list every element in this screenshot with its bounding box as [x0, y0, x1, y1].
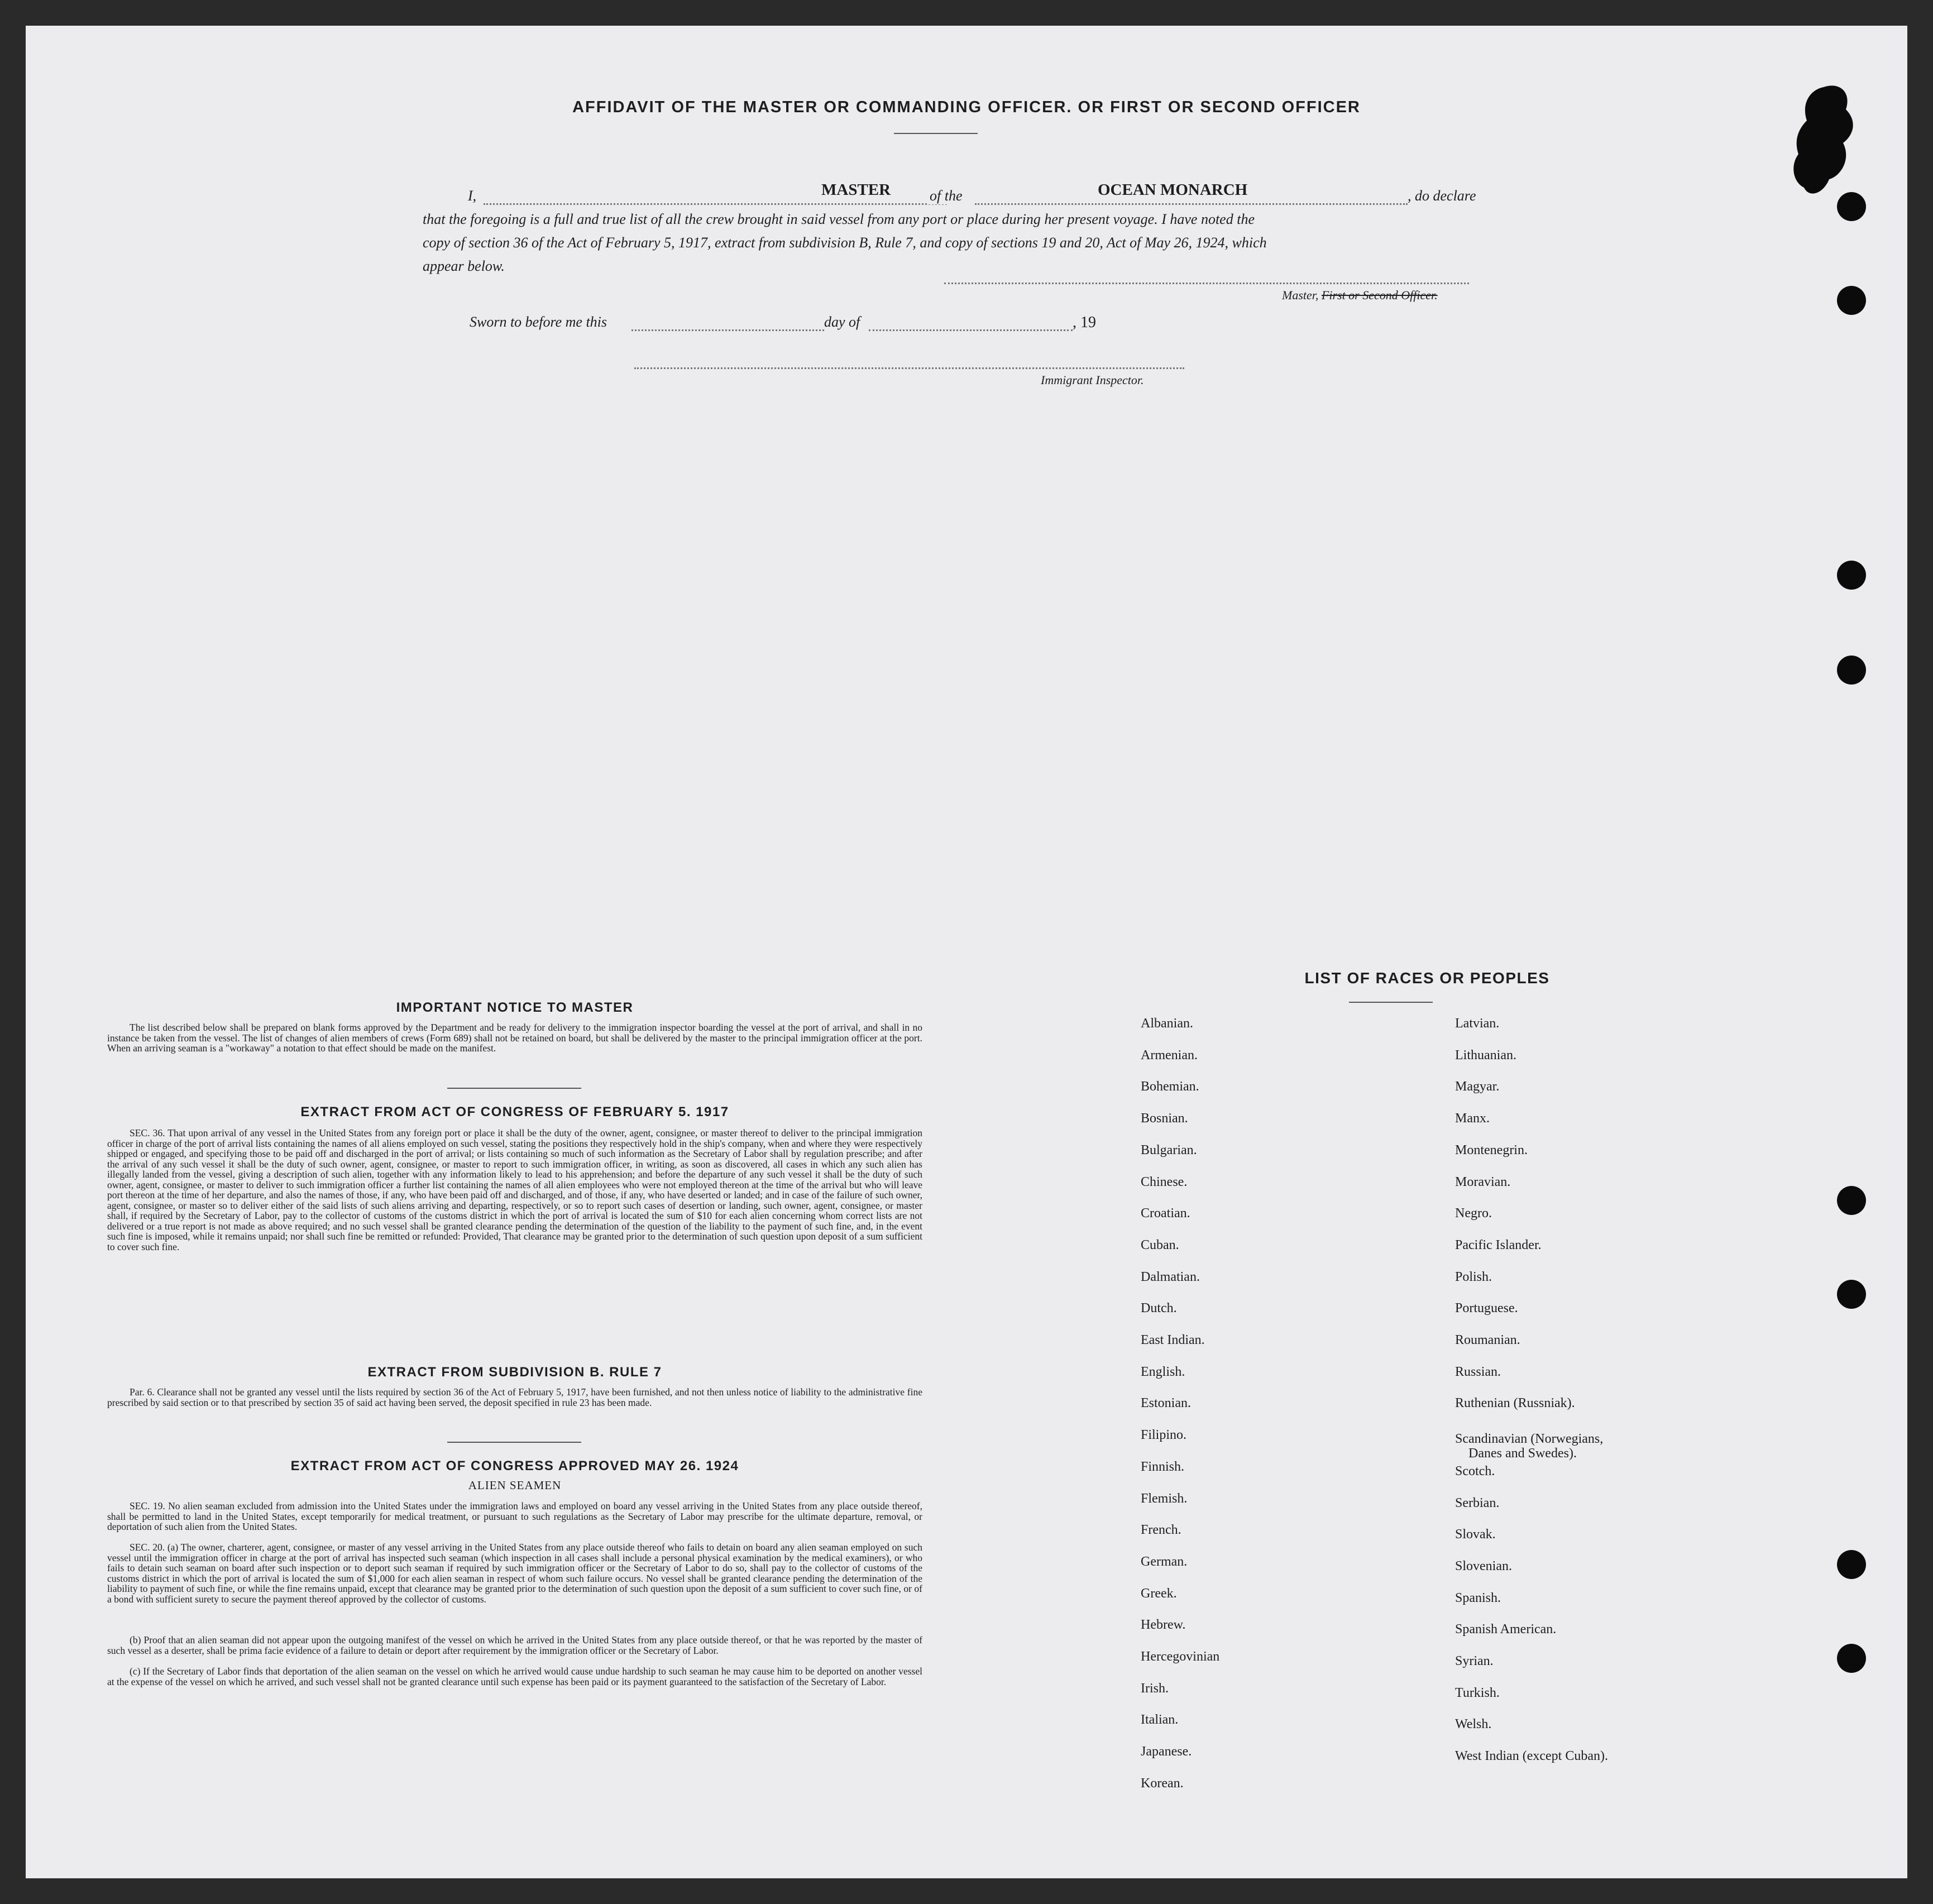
- race-item: Slovak.: [1455, 1527, 1496, 1542]
- punch-hole: [1837, 1644, 1866, 1673]
- punch-hole: [1837, 1550, 1866, 1579]
- race-item: Montenegrin.: [1455, 1142, 1528, 1157]
- extract-1924-sec20a: SEC. 20. (a) The owner, charterer, agent, consignee, or master of any vessel arriving in the United States from any place outside thereof who fails to detain on board any alien seaman employed on such vessel until the immigration officer in charge at the port of arrival has inspected such seaman (which inspection in all cases shall include a personal physical examination by the medical examiners), or who fails to detain such seaman on board after such inspection or to deport such seaman if required by such immigration officer or the Secretary of Labor to do so, shall pay to the collector of customs of the customs district in which the port of arrival is located the sum of $1,000 for each alien seaman in respect of whom such failure occurs. No vessel shall be granted clearance pending the determination of the liability to payment of such fine, or while the fine remains unpaid, except that clearance may be granted prior to the determination of such question upon the deposit of a sum sufficient to cover such fine, or of a bond with sufficient surety to secure the payment thereof approved by the collector of customs.: [107, 1542, 922, 1605]
- race-item: Magyar.: [1455, 1079, 1500, 1094]
- signature-master-label: Master,: [1282, 288, 1319, 302]
- race-item: Manx.: [1455, 1111, 1490, 1126]
- race-item: Albanian.: [1141, 1016, 1193, 1031]
- sworn-date-line: [631, 329, 824, 331]
- race-item: Bohemian.: [1141, 1079, 1199, 1094]
- race-item: Irish.: [1141, 1681, 1169, 1696]
- extract-1917-title: EXTRACT FROM ACT OF CONGRESS OF FEBRUARY 5. 1917: [300, 1104, 729, 1120]
- punch-hole: [1837, 1280, 1866, 1309]
- race-item: Scotch.: [1455, 1463, 1495, 1479]
- vessel-field-value: OCEAN MONARCH: [1098, 181, 1248, 199]
- extract-1917-body: SEC. 36. That upon arrival of any vessel in the United States from any foreign port or place it shall be the duty of the owner, agent, consignee, or master thereof to deliver to the principal immigration officer in charge of the port of arrival lists containing the names of all aliens employed on such vessel, stating the positions they respectively hold in the ship's company, when and where they were respectively shipped or engaged, and specifying those to be paid off and discharged in the port of arrival; or lists containing so much of such information as the Secretary of Labor shall by regulation prescribe; and after the arrival of any such vessel it shall be the duty of such owner, agent, consignee, or master to report to such immigration officer, in writing, as soon as discovered, all cases in which any such alien has illegally landed from the vessel, giving a description of such alien, together with any information likely to lead to his apprehension; and before the departure of any such vessel it shall be the duty of such owner, agent, consignee, or master to deliver to such immigration officer a further list containing the names of all alien employees who were not employed thereon at the time of the arrival but who will leave port thereon at the time of her departure, and also the names of those, if any, who have been paid off and discharged, and of those, if any, who have deserted or landed; and in case of the failure of such owner, agent, consignee, or master so to deliver either of the said lists of such aliens arriving and departing, respectively, or so to report such cases of desertion or landing, such owner, agent, consignee, or master shall, if required by the Secretary of Labor, pay to the collector of customs of the customs district in which the port of arrival is located the sum of $10 for each alien concerning whom correct lists are not delivered or a true report is not made as above required; and no such vessel shall be granted clearance pending the determination of the question of the liability to the payment of such fine, and, in the event such fine is imposed, while it remains unpaid; nor shall such fine be remitted or refunded: Provided, That clearance may be granted prior to the determination of such question upon deposit of a sum sufficient to cover such fine.: [107, 1127, 922, 1252]
- race-item: Armenian.: [1141, 1047, 1198, 1063]
- inspector-caption: Immigrant Inspector.: [1041, 373, 1144, 387]
- race-item: Greek.: [1141, 1586, 1177, 1601]
- punch-hole: [1837, 1186, 1866, 1215]
- do-declare-label: , do declare: [1408, 188, 1476, 204]
- race-item: Estonian.: [1141, 1396, 1191, 1411]
- day-of-line: [869, 329, 1073, 331]
- race-item: Lithuanian.: [1455, 1047, 1516, 1063]
- race-item: Moravian.: [1455, 1174, 1511, 1189]
- of-the-label: of the: [927, 188, 965, 204]
- race-item: Filipino.: [1141, 1428, 1187, 1443]
- race-item: Bulgarian.: [1141, 1142, 1197, 1157]
- race-item: Syrian.: [1455, 1654, 1494, 1668]
- rule7-body: Par. 6. Clearance shall not be granted any vessel until the lists required by section 36 of the Act of February 5, 1917, have been furnished, and not then unless notice of liability to the administrative fine prescribed by said section or to that prescribed by section 35 of said act having been served, the deposit specified in rule 23 has been made.: [107, 1386, 922, 1408]
- notice-title: IMPORTANT NOTICE TO MASTER: [396, 1000, 634, 1015]
- year-label: , 19: [1073, 314, 1096, 331]
- race-item: Spanish American.: [1455, 1622, 1557, 1637]
- master-field-value: MASTER: [821, 181, 891, 199]
- affidavit-line-4: appear below.: [423, 258, 505, 274]
- vessel-field-line: [975, 203, 1408, 205]
- race-item: Hercegovinian: [1141, 1649, 1220, 1664]
- races-divider: [1349, 1002, 1433, 1003]
- race-item: Dalmatian.: [1141, 1269, 1200, 1284]
- signature-line: [944, 283, 1469, 284]
- race-item: East Indian.: [1141, 1333, 1205, 1347]
- extract-1924-sec20b: (b) Proof that an alien seaman did not appear upon the outgoing manifest of the vessel on which he arrived in the United States from any place outside thereof, or that he was reported by the master of such vessel as a deserter, shall be prima facie evidence of a failure to detain or deport after requirement by the immigration officer or the Secretary of Labor.: [107, 1634, 922, 1656]
- rule7-title: EXTRACT FROM SUBDIVISION B. RULE 7: [367, 1365, 662, 1380]
- affidavit-line-3: copy of section 36 of the Act of February 5, 1917, extract from subdivision B, Rule 7, and copy of sections 19 and 20, Act of May 26, 1924, which: [423, 235, 1267, 251]
- race-item: Negro.: [1455, 1206, 1492, 1221]
- punch-hole: [1837, 656, 1866, 685]
- race-item: West Indian (except Cuban).: [1455, 1749, 1608, 1764]
- race-item: Latvian.: [1455, 1016, 1500, 1031]
- punch-hole: [1837, 192, 1866, 221]
- race-item: Italian.: [1141, 1712, 1179, 1728]
- race-item: Roumanian.: [1455, 1333, 1520, 1347]
- race-item: French.: [1141, 1523, 1181, 1538]
- race-item: Hebrew.: [1141, 1618, 1186, 1633]
- race-item: Cuban.: [1141, 1237, 1179, 1252]
- race-item: Scandinavian (Norwegians,: [1455, 1432, 1604, 1446]
- master-field-line: [484, 203, 947, 205]
- inspector-signature-line: [634, 367, 1184, 369]
- race-item: Flemish.: [1141, 1491, 1188, 1506]
- divider: [447, 1088, 581, 1089]
- race-item: Welsh.: [1455, 1717, 1492, 1732]
- race-item: Dutch.: [1141, 1301, 1177, 1316]
- race-item: Pacific Islander.: [1455, 1237, 1542, 1252]
- extract-1924-title: EXTRACT FROM ACT OF CONGRESS APPROVED MAY 26. 1924: [290, 1458, 739, 1474]
- races-title: LIST OF RACES OR PEOPLES: [1304, 969, 1550, 987]
- race-item: Ruthenian (Russniak).: [1455, 1396, 1575, 1411]
- signature-caption: [1282, 288, 1438, 303]
- notice-body: The list described below shall be prepared on blank forms approved by the Department and be ready for delivery to the immigration inspector boarding the vessel at the port of arrival, and shall in no instance be taken from the vessel. The list of changes of alien members of crews (Form 689) shall not be retained on board, but shall be delivered by the master to the principal immigration officer at the port. When an arriving seaman is a "workaway" a notation to that effect should be made on the manifest.: [107, 1022, 922, 1054]
- title-divider: [894, 133, 978, 134]
- race-item: English.: [1141, 1364, 1185, 1379]
- race-item: Bosnian.: [1141, 1111, 1188, 1126]
- extract-1924-sec19: SEC. 19. No alien seaman excluded from admission into the United States under the immigration laws and employed on board any vessel arriving in the United States from any place outside thereof, shall be permitted to land in the United States, except temporarily for medical treatment, or pursuant to such regulations as the Secretary of Labor may prescribe for the ultimate departure, removal, or deportation of such alien from the United States.: [107, 1500, 922, 1532]
- divider: [447, 1442, 581, 1443]
- race-item: Serbian.: [1455, 1495, 1500, 1510]
- race-item: Slovenian.: [1455, 1558, 1512, 1573]
- race-item: Portuguese.: [1455, 1301, 1518, 1316]
- race-item: Russian.: [1455, 1364, 1501, 1379]
- affidavit-i-label: I,: [468, 188, 477, 204]
- race-item: Croatian.: [1141, 1206, 1190, 1221]
- race-item: German.: [1141, 1554, 1188, 1569]
- race-item: Finnish.: [1141, 1459, 1185, 1474]
- day-of-label: day of: [824, 314, 860, 330]
- extract-1924-sec20c: (c) If the Secretary of Labor finds that deportation of the alien seaman on the vessel on which he arrived would cause undue hardship to such seaman he may cause him to be deported on another vessel at the expense of the vessel on which he arrived, and such vessel shall not be granted clearance until such expense has been paid or its payment guaranteed to the satisfaction of the Secretary of Labor.: [107, 1666, 922, 1687]
- race-item: Korean.: [1141, 1776, 1184, 1791]
- extract-1924-subtitle: ALIEN SEAMEN: [468, 1479, 562, 1492]
- document-page: [26, 26, 1907, 1878]
- race-item: Turkish.: [1455, 1685, 1500, 1700]
- race-item: Chinese.: [1141, 1174, 1188, 1189]
- race-item: Spanish.: [1455, 1590, 1501, 1605]
- race-item: Polish.: [1455, 1269, 1492, 1284]
- sworn-label: Sworn to before me this: [470, 314, 607, 330]
- punch-hole: [1837, 286, 1866, 315]
- punch-hole: [1837, 561, 1866, 590]
- race-item: Japanese.: [1141, 1744, 1192, 1759]
- affidavit-title: AFFIDAVIT OF THE MASTER OR COMMANDING OFFICER. OR FIRST OR SECOND OFFICER: [572, 98, 1361, 116]
- affidavit-line-2: that the foregoing is a full and true list of all the crew brought in said vessel from any port or place during her present voyage. I have noted the: [423, 211, 1255, 227]
- signature-struck-label: First or Second Officer.: [1321, 288, 1438, 302]
- race-item: Danes and Swedes).: [1468, 1446, 1577, 1461]
